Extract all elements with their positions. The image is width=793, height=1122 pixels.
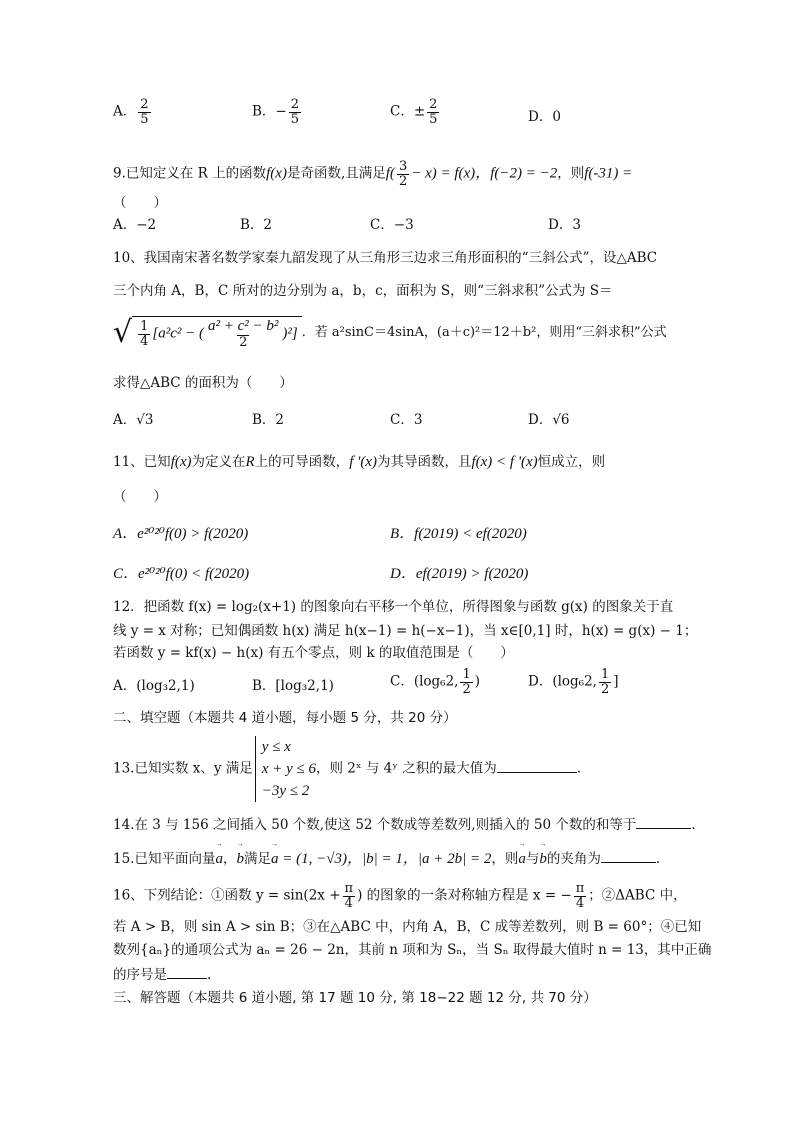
q11-option-a: A．e²⁰²⁰f(0) > f(2020) xyxy=(113,526,249,542)
q9-option-b: B．2 xyxy=(240,217,273,233)
q8-option-b: B．− $\frac{2}{5}$ xyxy=(252,97,300,127)
sqrt-sign: √ xyxy=(113,315,133,351)
q12-line1: 12．把函数 f(x) = log₂(x+1) 的图象向右平移一个单位，所得图象与函数 g(x) 的图象关于直 xyxy=(113,599,674,615)
q15-answer-blank[interactable] xyxy=(601,850,656,863)
q16-line3: 数列{aₙ}的通项公式为 aₙ = 26 − 2n，其前 n 项和为 Sₙ，当 Sₙ 取得最大值时 n = 13，其中正确 xyxy=(113,942,712,958)
q10-line1: 10、我国南宋著名数学家秦九韶发现了从三角形三边求三角形面积的“三斜公式”，设△ABC xyxy=(113,250,658,266)
q8-option-c: C．± $\frac{2}{5}$ xyxy=(390,97,438,127)
q10-option-b: B．2 xyxy=(252,412,285,428)
q14-answer-blank[interactable] xyxy=(636,816,691,829)
q12-option-b: B．[log₃2,1) xyxy=(252,678,334,694)
q9-option-a: A．−2 xyxy=(113,217,157,233)
q12-line3: 若函数 y = kf(x) − h(x) 有五个零点，则 k 的取值范围是（ ） xyxy=(113,645,514,661)
q16-line1: 16、下列结论：①函数 y = sin(2x + $\frac{\pi}{4}$ ) 的图象的一条对称轴方程是 x = − $\frac{\pi}{4}$ ；②ΔABC 中， xyxy=(113,881,687,911)
sqrt-content: $\frac{1}{4}$ [a²c² − ( $\frac{\text{a² + c² − b²}}{2}$ )²] xyxy=(132,316,302,349)
q10-option-a: A．√3 xyxy=(113,412,154,428)
q8-option-d: D．0 xyxy=(528,109,561,125)
q9-stem: 9.已知定义在 R 上的函数f(x)是奇函数,且满足f( $\frac{3}{2}$ − x) = f(x)，f(−2) = −2，则f(-31) = xyxy=(113,159,633,189)
section-fill-in-heading: 二、填空题（本题共 4 道小题，每小题 5 分，共 20 分） xyxy=(113,710,457,726)
q12-option-d: D．(log₆2, $\frac{1}{2}$ ] xyxy=(528,667,619,697)
q12-line2: 线 y = x 对称；已知偶函数 h(x) 满足 h(x−1) = h(−x−1)，当 x∈[0,1] 时，h(x) = g(x) − 1； xyxy=(113,623,698,639)
q16-answer-blank[interactable] xyxy=(167,966,207,979)
q11-paren: （ ） xyxy=(113,489,167,505)
q13-constraint-system: y ≤ x x + y ≤ 6 −3y ≤ 2 xyxy=(255,736,316,802)
q10-line2: 三个内角 A，B，C 所对的边分别为 a，b，c，面积为 S，则“三斜求积”公式为 S＝ xyxy=(113,283,613,299)
q11-option-c: C．e²⁰²⁰f(0) < f(2020) xyxy=(113,566,250,582)
q13-answer-blank[interactable] xyxy=(497,760,577,773)
q11-option-b: B．f(2019) < ef(2020) xyxy=(390,526,527,542)
q16-line2: 若 A > B，则 sin A > sin B；③在△ABC 中，内角 A，B，C 成等差数列，则 B = 60°；④已知 xyxy=(113,919,702,935)
q15-stem: 15.已知平面向量→ a，→ b满足→ a = (1, −√3)，|b| = 1，|a + 2b| = 2，则→ a与→ b的夹角为 . xyxy=(113,850,660,868)
q14-stem: 14.在 3 与 156 之间插入 50 个数,使这 52 个数成等差数列,则插入的 50 个数的和等于 . xyxy=(113,817,696,833)
q16-line4: 的序号是 . xyxy=(113,967,212,983)
q8-option-a: A． $\frac{2}{5}$ xyxy=(113,97,149,127)
q12-option-c: C．(log₆2, $\frac{1}{2}$ ) xyxy=(390,667,481,697)
q13-stem: 13.已知实数 x、y 满足 y ≤ x x + y ≤ 6 −3y ≤ 2 ，则 2ˣ 与 4ʸ 之积的最大值为 . xyxy=(113,736,581,802)
q11-stem: 11、已知f(x)为定义在R上的可导函数，f '(x)为其导函数，且f(x) < f '(x)恒成立，则 xyxy=(113,454,606,470)
q10-option-d: D．√6 xyxy=(528,412,570,428)
q10-option-c: C．3 xyxy=(390,412,423,428)
q9-option-c: C．−3 xyxy=(370,217,414,233)
q9-paren: （ ） xyxy=(113,195,167,211)
q9-option-d: D．3 xyxy=(548,217,581,233)
section-solutions-heading: 三、解答题（本题共 6 道小题, 第 17 题 10 分, 第 18−22 题 12 分, 共 70 分） xyxy=(113,990,597,1006)
q11-option-d: D．ef(2019) > f(2020) xyxy=(390,566,529,582)
q10-formula-line: √ $\frac{1}{4}$ [a²c² − ( $\frac{\text{a² + c² − b²}}{2}$ )²] ．若 a²sinC＝4sinA，(a＋c)²＝12＋b²，则用“三斜求积”公式 xyxy=(113,315,667,351)
q10-line4: 求得△ABC 的面积为（ ） xyxy=(113,375,293,391)
q12-option-a: A．(log₃2,1) xyxy=(113,678,195,694)
